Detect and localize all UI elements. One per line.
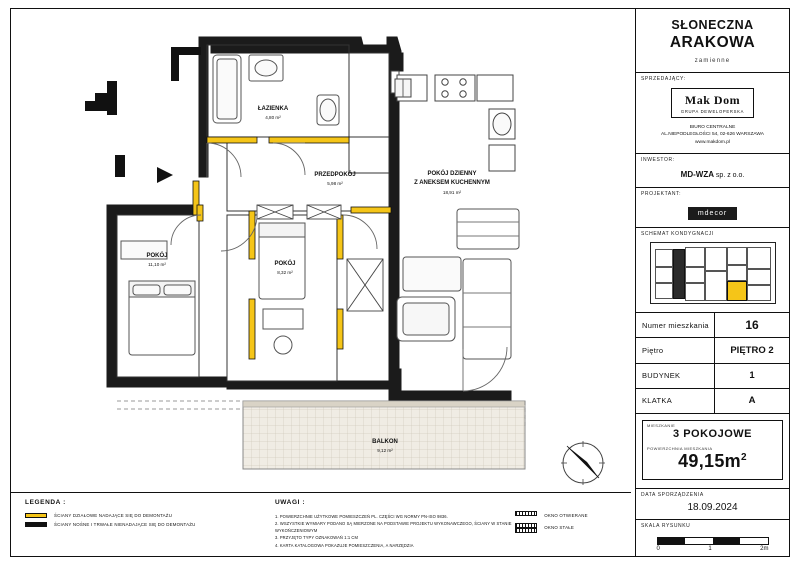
legend-item: [25, 513, 257, 518]
room-label-balcony: BALKON: [372, 439, 398, 445]
legend-box: [11, 493, 263, 556]
project-subtitle: zamienne: [694, 58, 731, 64]
legend-symbol-item: [515, 511, 625, 519]
designer-cell: [636, 188, 789, 228]
seller-cell: [636, 73, 789, 154]
room-label-hall: PRZEDPOKÓJ: [314, 172, 356, 178]
area-summary-cell: [636, 414, 789, 489]
designer-caption: PROJEKTANT:: [641, 191, 682, 198]
date-cell: [636, 489, 789, 520]
date-value: 18.09.2024: [687, 502, 738, 514]
seller-logo: [671, 88, 754, 118]
room-area-bathroom: 4,80 m²: [265, 115, 281, 120]
seller-caption: SPRZEDAJĄCY:: [641, 76, 686, 82]
notes-title: UWAGI :: [275, 499, 306, 506]
room-label-room1: POKÓJ: [146, 253, 168, 259]
apartment-number-label: Numer mieszkania: [642, 320, 709, 330]
scale-tick-1: 1: [708, 546, 712, 553]
legend-text-window-openable: OKNO OTWIERANE: [544, 512, 588, 518]
room-area-living: 18,91 m²: [442, 190, 462, 195]
room-area-room2: 8,32 m²: [277, 270, 293, 275]
staircase-label: KLATKA: [642, 396, 673, 406]
investor-caption: INWESTOR:: [641, 157, 675, 164]
legend-text-demountable: ŚCIANY DZIAŁOWE NADAJĄCE SIĘ DO DEMONTAŻU: [54, 513, 173, 518]
note-line: 3. PRZYJĘTO TYPY OZNAKOWAŃ 1:1 CM: [275, 535, 358, 541]
scale-tick-2: 2m: [760, 546, 769, 553]
project-name-line1: SŁONECZNA: [671, 18, 754, 32]
legend-symbol-item: [515, 523, 625, 531]
area-size-caption: POWIERZCHNIA MIESZKANIA: [647, 446, 713, 452]
legend-text-structural: ŚCIANY NOŚNE I TRWAŁE NIENADAJĄCE SIĘ DO DEMONTAŻU: [54, 522, 196, 527]
legend-title: LEGENDA :: [25, 499, 66, 506]
room-label-room2: POKÓJ: [274, 261, 296, 267]
floor-value: PIĘTRO 2: [714, 338, 789, 362]
area-size-number: 49,15m: [678, 451, 741, 472]
apartment-number-value: 16: [714, 313, 789, 337]
room-area-hall: 5,98 m²: [327, 181, 343, 186]
seller-logo-mak: Mak: [684, 93, 711, 107]
building-row: [636, 364, 789, 389]
room-label-bathroom: ŁAZIENKA: [257, 106, 289, 112]
project-title: [636, 9, 789, 73]
legend-notes-area: [11, 492, 631, 556]
legend-item: [25, 522, 257, 527]
legend-swatch-structural: [25, 522, 47, 527]
building-label: BUDYNEK: [642, 371, 681, 381]
title-block: [635, 9, 789, 556]
area-size-value: [647, 451, 778, 472]
area-rooms-caption: MIESZKANIE: [647, 423, 676, 429]
building-value: 1: [714, 364, 789, 388]
seller-logo-sub: GRUPA DEWELOPERSKA: [680, 109, 745, 114]
investor-suffix: sp. z o.o.: [715, 172, 745, 180]
scale-cell: [636, 520, 789, 556]
floor-label: Piętro: [642, 346, 664, 356]
area-size-unit: 2: [740, 452, 747, 464]
window-fixed-icon: [515, 523, 537, 531]
floor-schema-caption: SCHEMAT KONDYGNACJI: [641, 231, 714, 238]
legend-text-window-fixed: OKNO STAŁE: [544, 524, 574, 530]
note-line: 2. WSZYSTKIE WYMIARY PODANO SĄ MIERZONE NA PODSTAWIE PROJEKTU WYKONAWCZEGO, ŚCIANY W STANIE WYKOŃCZENIOWYM: [275, 521, 512, 534]
area-rooms-value: 3 POKOJOWE: [673, 428, 752, 441]
project-name-line2: ARAKOWA: [669, 34, 756, 51]
scale-tick-0: 0: [656, 546, 660, 553]
note-line: 1. POWIERZCHNIE UŻYTKOWE POMIESZCZEŃ PL. CZĘŚCI WG NORMY PN-ISO 9836.: [275, 514, 448, 519]
seller-website[interactable]: www.makdom.pl: [695, 139, 730, 145]
room-label-living2: Z ANEKSEM KUCHENNYM: [414, 180, 490, 186]
note-line: 4. KARTA KATALOGOWA POKAZUJE POMIESZCZENIA, A NARZĘDZIA: [275, 542, 414, 548]
seller-address-line1: BIURO CENTRALNE: [689, 125, 736, 130]
apartment-number-row: [636, 313, 789, 338]
designer-logo: mdecor: [688, 207, 737, 220]
scale-bar: [657, 537, 769, 552]
window-openable-icon: [515, 511, 537, 519]
staircase-row: [636, 389, 789, 414]
notes-box: [263, 493, 631, 556]
staircase-value: A: [714, 389, 789, 413]
floor-row: [636, 338, 789, 363]
date-caption: DATA SPORZĄDZENIA: [641, 492, 704, 499]
legend-swatch-demountable: [25, 513, 47, 518]
room-label-living: POKÓJ DZIENNY: [427, 171, 477, 177]
scale-caption: SKALA RYSUNKU: [641, 523, 691, 530]
investor-name: MD-WZA: [680, 170, 714, 180]
floor-schema-diagram[interactable]: [650, 242, 776, 304]
floor-schema-cell: [636, 228, 789, 313]
room-area-room1: 11,10 m²: [148, 262, 166, 267]
seller-logo-dom: Dom: [713, 93, 741, 107]
compass-icon: [553, 432, 613, 490]
investor-cell: [636, 154, 789, 188]
seller-address-line2: AL.NIEPODLEGŁOŚCI 54, 02-626 WARSZAWA: [661, 132, 764, 138]
room-area-balcony: 9,12 m²: [377, 448, 393, 453]
floor-plan: [11, 9, 631, 492]
